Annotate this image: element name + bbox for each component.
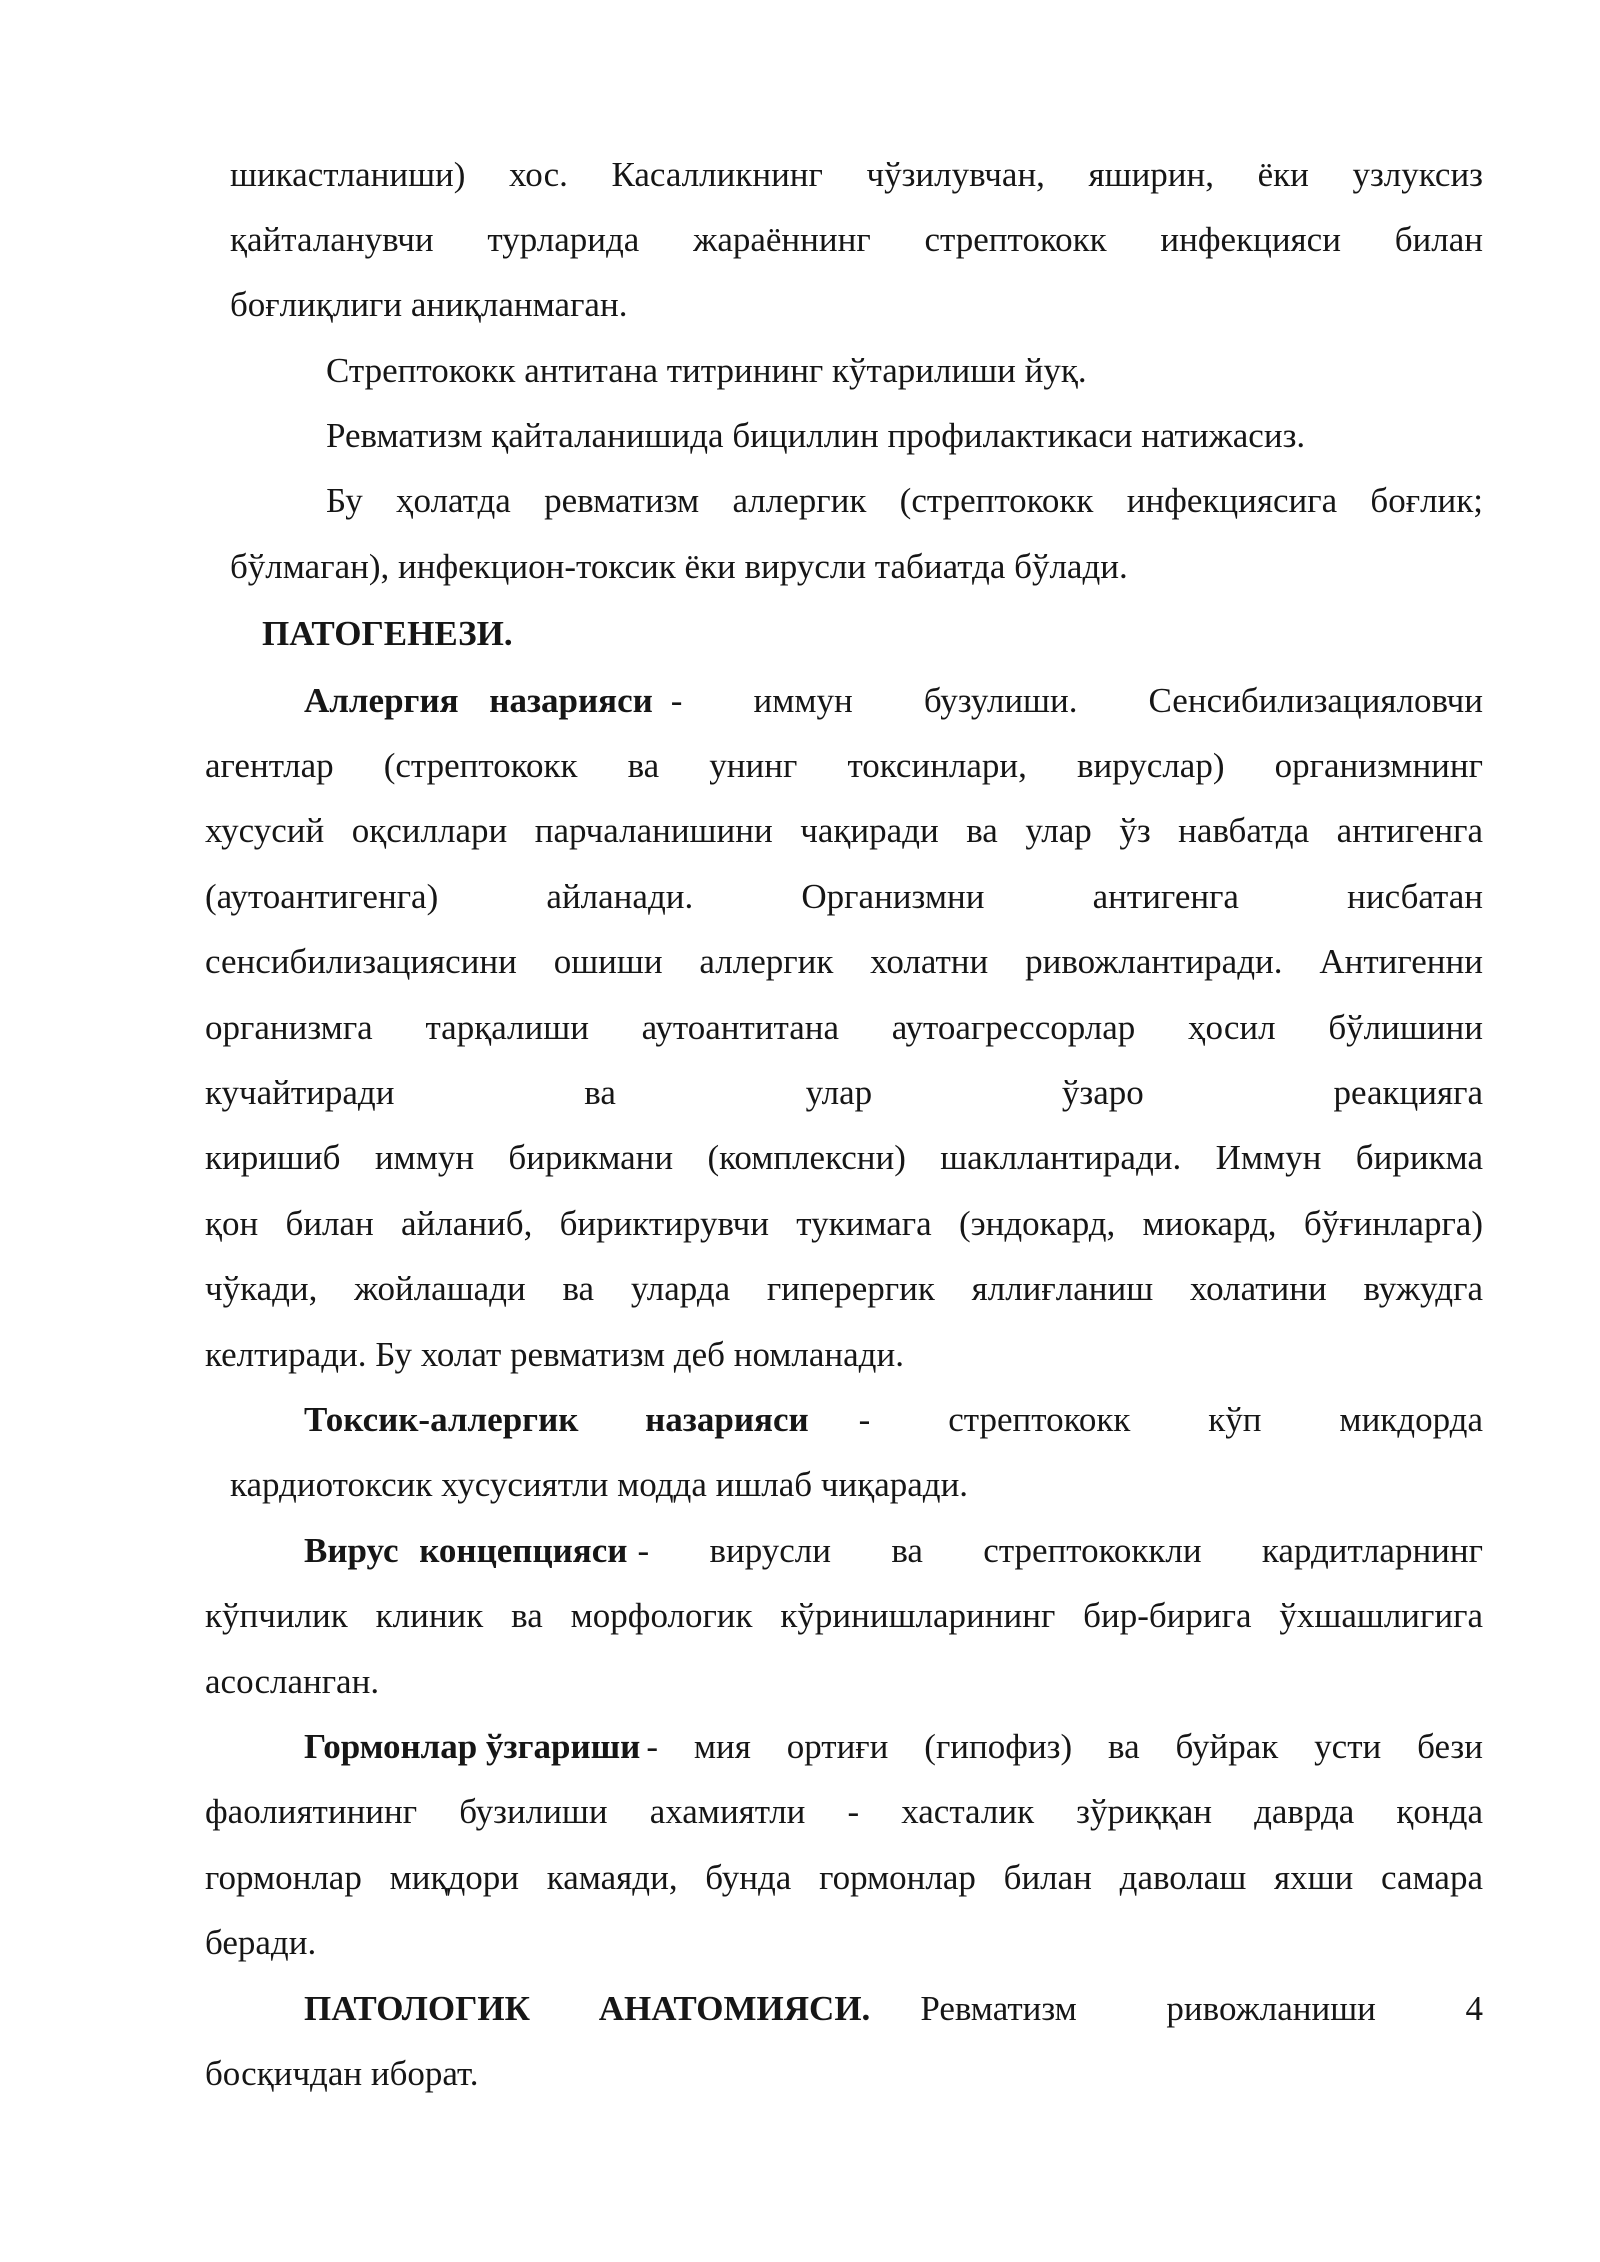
text-line (304, 1529, 1483, 1573)
section-heading: ПАТОГЕНЕЗИ. (262, 614, 513, 653)
text-line: бўлмаган), инфекцион-токсик ёки вирусли табиатда бўлади. (230, 547, 1128, 586)
text-line: асосланган. (205, 1662, 380, 1701)
text-line (304, 1398, 1483, 1442)
text-line: хусусий оқсиллари парчаланишини чақиради ва улар ўз навбатда антигенга (205, 811, 1483, 850)
text-line: агентлар (стрептококк ва унинг токсинлари, вируслар) организмнинг (205, 746, 1483, 785)
term-heading: Токсик-аллергик назарияси (304, 1400, 809, 1439)
section-heading: ПАТОЛОГИК АНАТОМИЯСИ. (304, 1989, 871, 2028)
text-line: Стрептококк антитана титрининг кўтарилиши йуқ. (326, 351, 1087, 390)
term-definition: - стрептококк кўп микдорда (858, 1400, 1483, 1439)
text-line: кардиотоксик хусусиятли модда ишлаб чиқаради. (230, 1465, 969, 1504)
text-line: қайталанувчи турларида жараённинг стрептококк инфекцияси билан (230, 220, 1483, 259)
text-line: кучайтиради ва улар ўзаро реакцияга (205, 1073, 1483, 1112)
text-line: сенсибилизациясини ошиши аллергик холатни ривожлантиради. Антигенни (205, 942, 1483, 981)
text-line: кўпчилик клиник ва морфологик кўринишларининг бир-бирига ўхшашлигига (205, 1596, 1483, 1635)
text-line: киришиб иммун бирикмани (комплексни) шакллантиради. Иммун бирикма (205, 1138, 1483, 1177)
text-line: боғлиқлиги аниқланмаган. (230, 285, 628, 324)
text-line: фаолиятининг бузилиши ахамиятли - хасталик зўриққан даврда қонда (205, 1792, 1483, 1831)
text-line: келтиради. Бу холат ревматизм деб номланади. (205, 1335, 904, 1374)
text-line: гормонлар миқдори камаяди, бунда гормонлар билан даволаш яхши самара (205, 1858, 1483, 1897)
text-line: шикастланиши) хос. Касалликнинг чўзилувчан, яширин, ёки узлуксиз (230, 155, 1483, 194)
text-line: қон билан айланиб, бириктирувчи тукимага (эндокард, миокард, бўғинларга) (205, 1204, 1483, 1243)
text-line: Бу ҳолатда ревматизм аллергик (стрептококк инфекциясига боғлик; (326, 481, 1483, 520)
text-line: организмга тарқалиши аутоантитана аутоагрессорлар ҳосил бўлишини (205, 1008, 1483, 1047)
text-line: беради. (205, 1923, 317, 1962)
text-line: чўкади, жойлашади ва уларда гиперергик яллиғланиш холатини вужудга (205, 1269, 1483, 1308)
term-heading: Гормонлар ўзгариши (304, 1727, 641, 1766)
term-definition: - мия ортиғи (гипофиз) ва буйрак усти бези (646, 1727, 1483, 1766)
term-definition: - иммун бузулиши. Сенсибилизацияловчи (670, 681, 1483, 720)
term-definition: Ревматизм ривожланиши 4 (920, 1989, 1483, 2028)
text-line (304, 1725, 1483, 1769)
text-line: (аутоантигенга) айланади. Организмни антигенга нисбатан (205, 877, 1483, 916)
text-line (304, 679, 1483, 723)
term-heading: Вирус концепцияси (304, 1531, 628, 1570)
text-line (304, 1987, 1483, 2031)
term-heading: Аллергия назарияси (304, 681, 653, 720)
text-line: Ревматизм қайталанишида бициллин профилактикаси натижасиз. (326, 416, 1306, 455)
term-definition: - вирусли ва стрептококкли кардитларнинг (637, 1531, 1483, 1570)
text-line: босқичдан иборат. (205, 2054, 479, 2093)
